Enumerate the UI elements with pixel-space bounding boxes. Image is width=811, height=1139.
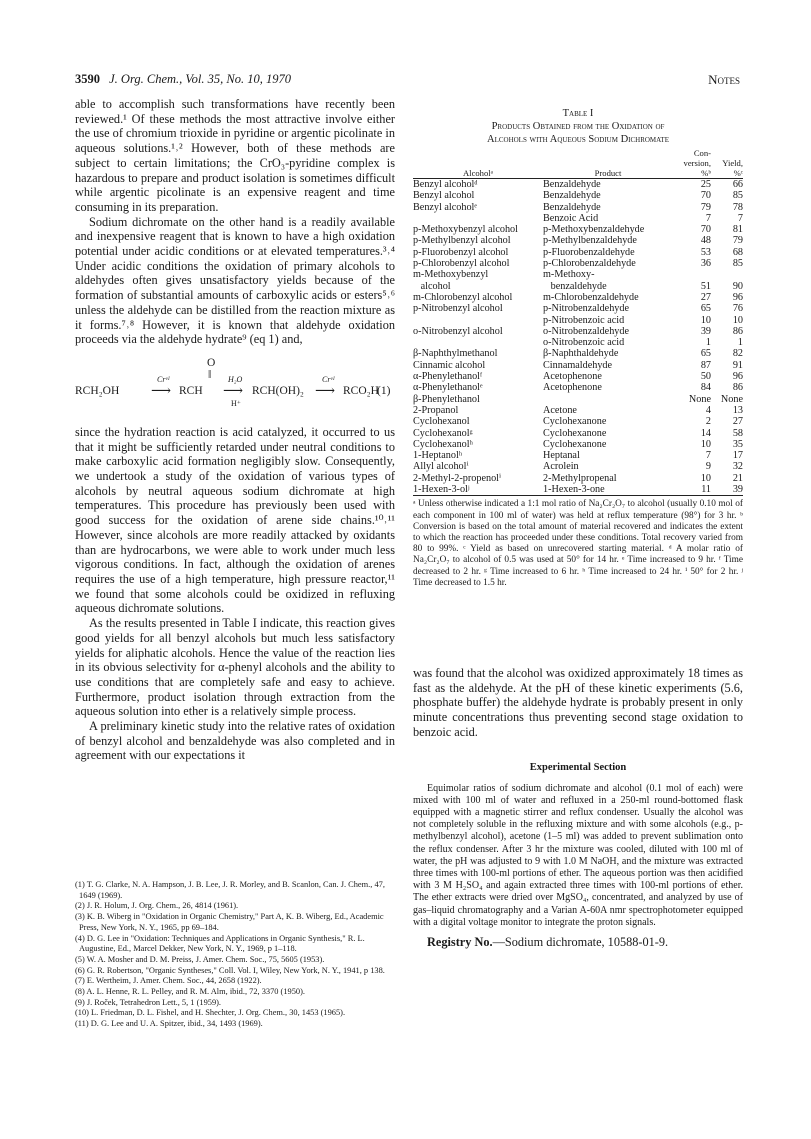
cell-conversion: 25 xyxy=(673,179,711,191)
cell-product: p-Methoxybenzaldehyde xyxy=(543,224,645,236)
cell-alcohol: Cyclohexanolʰ xyxy=(413,438,473,450)
cell-conversion: 65 xyxy=(700,348,711,360)
cell-product: Cyclohexanone xyxy=(543,416,607,428)
paragraph-5: A preliminary kinetic study into the relative rates of oxidation of benzyl alcohol and benzaldehyde was also completed and in agreement with our expectations it xyxy=(75,719,395,763)
cell-product: Acetophenone xyxy=(543,371,602,383)
eq-product: RCO₂H xyxy=(343,384,379,397)
cell-alcohol: alcohol xyxy=(413,280,451,292)
cell-product: p-Nitrobenzoic acid xyxy=(543,314,625,326)
table-body xyxy=(413,179,743,496)
table-row xyxy=(413,179,743,191)
cell-yield: 86 xyxy=(732,325,743,337)
cell-alcohol: Cinnamic alcohol xyxy=(413,359,486,371)
col-header-alcohol: Alcoholᵃ xyxy=(413,148,543,179)
table-row xyxy=(413,269,743,280)
table-row xyxy=(413,428,743,439)
cell-product: p-Fluorobenzaldehyde xyxy=(543,246,635,258)
cell-product: Acrolein xyxy=(543,461,579,473)
cell-yield: 85 xyxy=(732,190,743,202)
cell-product: p-Nitrobenzaldehyde xyxy=(543,303,629,315)
footnote-1: (1) T. G. Clarke, N. A. Hampson, J. B. Lee, J. R. Morley, and B. Scanlon, Can. J. Chem., 47, 1649 (1969). xyxy=(75,880,385,900)
table-label: Table I xyxy=(562,108,594,119)
eq-label: (1) xyxy=(377,384,391,397)
cell-yield: 58 xyxy=(732,427,743,439)
cell-product: Benzaldehyde xyxy=(543,179,673,191)
table-row xyxy=(413,439,743,450)
table-notes: ᵃ Unless otherwise indicated a 1:1 mol ratio of Na₂Cr₂O₇ to alcohol (usually 0.10 mol of each component in 100 ml of water) was held at reflux temperature (98°) for 3 hr. ᵇ Conversion is based on the total amount of material recovered and indicates the extent to which the reaction has proceeded under these conditions. Total recovery varied from 80 to 99%. ᶜ Yield as based on unrecovered starting material. ᵈ A molar ratio of Na₂Cr₂O₇ to alcohol of 0.5 was used at 50° for 14 hr. ᵉ Time increased to 9 hr. ᶠ Time decreased to 2 hr. ᵍ Time increased to 6 hr. ʰ Time increased to 24 hr. ⁱ 50° for 2 hr. ʲ Time decreased to 1.5 hr. xyxy=(413,499,743,588)
equation-1 xyxy=(75,355,395,419)
cell-conversion: 48 xyxy=(700,235,711,247)
cell-yield: 7 xyxy=(737,212,743,224)
cell-product: p-Methylbenzaldehyde xyxy=(543,235,637,247)
paragraph-3: since the hydration reaction is acid catalyzed, it occurred to us that it might be sufficiently retarded under neutral conditions to make carboxylic acid formation negligibly slow. Consequently, we undertook a study of the oxidation of various types of alcohols by neutral aqueous sodium dichromate at high temperatures. This procedure has previously been used with good success for the oxidation of arene side chains.¹⁰˒¹¹ However, since alcohols are more readily attacked by oxidants than are hydrocarbons, we were able to work under much less vigorous conditions. In fact, although the oxidation of arenes requires the use of a high temperature, high pressure reactor,¹¹ we found that some alcohols could be oxidized in refluxing aqueous dichromate solutions. xyxy=(75,424,395,616)
table-row xyxy=(413,450,743,461)
table-row xyxy=(413,224,743,235)
cell-product: Benzaldehyde xyxy=(543,190,601,202)
cell-product: 1-Hexen-3-one xyxy=(543,484,673,496)
cell-product: Cinnamaldehyde xyxy=(543,359,613,371)
cell-yield: 82 xyxy=(732,348,743,360)
cell-yield: 32 xyxy=(732,461,743,473)
cell-alcohol: α-Phenylethanolᵉ xyxy=(413,382,483,394)
cell-product: Acetophenone xyxy=(543,382,602,394)
table-row xyxy=(413,394,743,405)
table-row xyxy=(413,405,743,416)
table-row xyxy=(413,281,743,292)
cell-yield: 96 xyxy=(732,371,743,383)
cell-conversion: 7 xyxy=(705,212,711,224)
experimental-paragraph: Equimolar ratios of sodium dichromate and alcohol (0.1 mol of each) were mixed with 100 ml of water and refluxed in a 250-ml round-bottomed flask equipped with a magnetic stirrer and reflux condenser. Usually the alcohol was not completely soluble in the refluxing mixture and with some alcohols (e.g., p-methylbenzyl alcohol), acetone (1–5 ml) was added to prevent sublimation onto the reflux condenser. After 3 hr the mixture was cooled, diluted with 100 ml of water, the pH was adjusted to 9 with 1.0 M NaOH, and the mixture was extracted three times with 100-ml portions of ether. The aqueous portion was then acidified with 3 M H₂SO₄ and again extracted three times with 100-ml portions of ether. The ether extracts were dried over MgSO₄, concentrated, and analyzed by use of gas–liquid chromatography and a Varian A-60A nmr spectrophotometer equipped with a digital voltage monitor to integrate the proton signals. xyxy=(413,782,743,928)
cell-alcohol: 1-Heptanolʰ xyxy=(413,450,463,462)
cell-yield: 68 xyxy=(732,246,743,258)
cell-yield: 66 xyxy=(711,179,743,191)
table-row xyxy=(413,348,743,359)
cell-alcohol: 2-Propanol xyxy=(413,404,459,416)
cell-alcohol: Benzyl alcoholᵉ xyxy=(413,201,478,213)
footnote-3: (3) K. B. Wiberg in "Oxidation in Organic Chemistry," Part A, K. B. Wiberg, Ed., Academic Press, New York, N. Y., 1965, pp 69–184. xyxy=(75,912,384,932)
cell-alcohol: Benzyl alcohol xyxy=(413,190,475,202)
cell-product: o-Nitrobenzaldehyde xyxy=(543,325,629,337)
footnote-11: (11) D. G. Lee and U. A. Spitzer, ibid., 34, 1493 (1969). xyxy=(75,1019,263,1029)
cell-yield: 85 xyxy=(732,258,743,270)
eq-arrow3-reagent: Crᵛᴵ xyxy=(322,374,335,384)
cell-conversion: 7 xyxy=(705,450,711,462)
paragraph-continuation: was found that the alcohol was oxidized approximately 18 times as fast as the aldehyde. At the pH of these kinetic experiments (5.6, phosphate buffer) the aldehyde hydrate is probably present in only minute concentrations thus preventing second stage oxidation to benzoic acid. xyxy=(413,666,743,739)
table-row xyxy=(413,292,743,303)
cell-alcohol: Cyclohexanol xyxy=(413,416,470,428)
page-header-left xyxy=(75,72,291,88)
eq-arrow1: ⟶ xyxy=(151,383,172,399)
cell-alcohol: p-Nitrobenzyl alcohol xyxy=(413,303,503,315)
cell-yield: 17 xyxy=(732,450,743,462)
cell-yield: 1 xyxy=(737,337,743,349)
eq-aldehyde: RCH xyxy=(179,384,203,397)
cell-yield: 90 xyxy=(732,280,743,292)
cell-product: Benzaldehyde xyxy=(543,201,601,213)
cell-conversion: 87 xyxy=(700,359,711,371)
col-header-yield: Yield, %ᶜ xyxy=(711,148,743,179)
cell-yield: 91 xyxy=(732,359,743,371)
right-column-text xyxy=(413,666,743,950)
cell-conversion: 79 xyxy=(700,201,711,213)
eq-arrow2: ⟶ xyxy=(223,383,244,399)
eq-arrow1-reagent: Crᵛᴵ xyxy=(157,374,170,384)
cell-alcohol: α-Phenylethanolᶠ xyxy=(413,371,483,383)
cell-conversion: 27 xyxy=(700,291,711,303)
table-row xyxy=(413,484,743,496)
cell-product: β-Naphthaldehyde xyxy=(543,348,619,360)
registry-line xyxy=(413,935,743,950)
cell-alcohol: Allyl alcoholⁱ xyxy=(413,461,469,473)
table-block xyxy=(413,107,743,589)
cell-alcohol: p-Methylbenzyl alcohol xyxy=(413,235,511,247)
footnote-6: (6) G. R. Robertson, "Organic Syntheses," Coll. Vol. I, Wiley, New York, N. Y., 1941, p 138. xyxy=(75,965,385,975)
cell-alcohol xyxy=(413,213,543,224)
cell-yield: 78 xyxy=(732,201,743,213)
cell-conversion: 53 xyxy=(700,246,711,258)
cell-product: 2-Methylpropenal xyxy=(543,472,617,484)
cell-yield: 76 xyxy=(732,303,743,315)
table-row xyxy=(413,473,743,484)
registry-value: —Sodium dichromate, 10588-01-9. xyxy=(492,934,669,949)
cell-yield: 86 xyxy=(732,382,743,394)
footnote-8: (8) A. L. Henne, R. L. Pelley, and R. M. Alm, ibid., 72, 3370 (1950). xyxy=(75,987,305,997)
page-number: 3590 xyxy=(75,72,100,86)
cell-alcohol: β-Naphthylmethanol xyxy=(413,348,498,360)
cell-product: Acetone xyxy=(543,404,577,416)
table-caption-line2: Alcohols with Aqueous Sodium Dichromate xyxy=(486,134,669,145)
cell-product: o-Nitrobenzoic acid xyxy=(543,337,625,349)
page-header xyxy=(75,72,740,88)
cell-product: m-Chlorobenzaldehyde xyxy=(543,291,639,303)
cell-conversion: 70 xyxy=(700,190,711,202)
cell-alcohol: p-Methoxybenzyl alcohol xyxy=(413,224,518,236)
left-column xyxy=(75,97,395,763)
cell-product: Heptanal xyxy=(543,450,580,462)
eq-arrow2-reagent: H₂O xyxy=(228,374,243,384)
cell-alcohol: β-Phenylethanol xyxy=(413,393,480,405)
table-row xyxy=(413,416,743,427)
paragraph-4: As the results presented in Table I indicate, this reaction gives good yields for all benzyl alcohols but much less satisfactory yields for aliphatic alcohols. Hence the value of the reaction lies in its obvious selectivity for α-phenyl alcohols and the ability to use conditions that are completely safe and easy to achieve. Furthermore, product isolation through extraction from the aqueous solution into ether is a relatively simple process. xyxy=(75,616,395,719)
cell-alcohol: Cyclohexanolᵍ xyxy=(413,427,473,439)
footnote-5: (5) W. A. Mosher and D. M. Preiss, J. Amer. Chem. Soc., 75, 5605 (1953). xyxy=(75,954,325,964)
table-header-row xyxy=(413,148,743,179)
footnote-2: (2) J. R. Holum, J. Org. Chem., 26, 4814 (1961). xyxy=(75,901,239,911)
cell-yield: 21 xyxy=(732,472,743,484)
cell-conversion: 1 xyxy=(705,337,711,349)
table-row xyxy=(413,326,743,337)
cell-conversion: 10 xyxy=(700,472,711,484)
cell-alcohol: o-Nitrobenzyl alcohol xyxy=(413,325,503,337)
cell-yield: 35 xyxy=(732,438,743,450)
footnote-7: (7) E. Wertheim, J. Amer. Chem. Soc., 44, 2658 (1922). xyxy=(75,976,262,986)
table-row xyxy=(413,190,743,201)
cell-alcohol: 1-Hexen-3-olʲ xyxy=(413,484,543,496)
col-header-product: Product xyxy=(543,148,673,179)
cell-alcohol: p-Fluorobenzyl alcohol xyxy=(413,246,509,258)
cell-alcohol: 2-Methyl-2-propenolⁱ xyxy=(413,472,502,484)
eq-arrow3: ⟶ xyxy=(315,383,336,399)
cell-product xyxy=(543,394,673,405)
eq-hydrate: RCH(OH)₂ xyxy=(252,384,304,397)
table-row xyxy=(413,382,743,393)
journal-citation: J. Org. Chem., Vol. 35, No. 10, 1970 xyxy=(109,72,291,86)
cell-conversion xyxy=(673,269,711,280)
footnote-4: (4) D. G. Lee in "Oxidation: Techniques and Applications in Organic Synthesis," R. L. Augustine, Ed., Marcel Dekker, New York, N. Y., 1969, p 1–118. xyxy=(75,933,365,954)
paragraph-1: able to accomplish such transformations have recently been reviewed.¹ Of these methods the most attractive involve either the use of chromium trioxide in pyridine or argentic picolinate in aqueous solutions.¹˒² However, both of these methods are subject to certain limitations; the CrO₃-pyridine complex is hazardous to prepare and product isolation is sometimes difficult while argentic picolinate is an expensive reagent and time consuming in its preparation. xyxy=(75,97,395,214)
eq-reactant: RCH₂OH xyxy=(75,384,120,397)
eq-carbonyl-bond: ‖ xyxy=(208,368,212,381)
cell-yield: 39 xyxy=(711,484,743,496)
cell-yield: 27 xyxy=(732,416,743,428)
table-row xyxy=(413,213,743,224)
experimental-heading: Experimental Section xyxy=(529,761,627,773)
table-row xyxy=(413,337,743,348)
table-row xyxy=(413,258,743,269)
table-caption-line1: Products Obtained from the Oxidation of xyxy=(491,121,665,132)
cell-conversion: 50 xyxy=(700,371,711,383)
cell-conversion: 14 xyxy=(700,427,711,439)
section-label: Notes xyxy=(708,72,740,87)
cell-conversion: None xyxy=(688,393,711,405)
table-row xyxy=(413,235,743,246)
cell-alcohol xyxy=(413,315,543,326)
cell-yield: 81 xyxy=(732,224,743,236)
cell-conversion: 36 xyxy=(700,258,711,270)
table-row xyxy=(413,360,743,371)
cell-yield: 13 xyxy=(732,404,743,416)
cell-conversion: 2 xyxy=(705,416,711,428)
results-table xyxy=(413,148,743,496)
cell-yield xyxy=(711,269,743,280)
cell-conversion: 4 xyxy=(705,404,711,416)
cell-conversion: 9 xyxy=(705,461,711,473)
cell-product: Cyclohexanone xyxy=(543,438,607,450)
footnote-9: (9) J. Roček, Tetrahedron Lett., 5, 1 (1959). xyxy=(75,997,222,1007)
cell-conversion: 84 xyxy=(700,382,711,394)
table-row xyxy=(413,247,743,258)
eq-arrow2-catalyst: H⁺ xyxy=(231,398,241,408)
registry-label: Registry No. xyxy=(427,934,493,949)
table-row xyxy=(413,303,743,314)
cell-conversion: 70 xyxy=(700,224,711,236)
cell-yield: None xyxy=(720,393,743,405)
cell-conversion: 65 xyxy=(700,303,711,315)
cell-product: Cyclohexanone xyxy=(543,427,607,439)
table-row xyxy=(413,461,743,472)
cell-alcohol: p-Chlorobenzyl alcohol xyxy=(413,258,510,270)
cell-conversion: 10 xyxy=(700,438,711,450)
eq-carbonyl-o: O xyxy=(207,356,216,369)
cell-alcohol: m-Chlorobenzyl alcohol xyxy=(413,291,513,303)
cell-yield: 10 xyxy=(732,314,743,326)
cell-yield: 96 xyxy=(732,291,743,303)
cell-alcohol: m-Methoxybenzyl xyxy=(413,269,489,281)
footnotes xyxy=(75,880,395,1030)
table-row xyxy=(413,371,743,382)
cell-product: Benzoic Acid xyxy=(543,212,599,224)
paragraph-2: Sodium dichromate on the other hand is a readily available and inexpensive reagent that is known to have a high oxidation potential under acidic conditions or at elevated temperatures.³˒⁴ Under acidic conditions the oxidation of primary alcohols to aldehydes often gives unsatisfactory yields because of the formation of substantial amounts of carboxylic acids or esters⁵˒⁶ unless the aldehyde can be distilled from the reaction mixture as it forms.⁷˒⁸ However, it is known that aldehyde oxidation proceeds via the aldehyde hydrate⁹ (eq 1) and, xyxy=(75,214,395,347)
cell-conversion: 39 xyxy=(700,325,711,337)
cell-conversion: 10 xyxy=(700,314,711,326)
cell-conversion: 11 xyxy=(673,484,711,496)
cell-yield: 79 xyxy=(732,235,743,247)
cell-product: benzaldehyde xyxy=(543,280,607,292)
cell-product: p-Chlorobenzaldehyde xyxy=(543,258,636,270)
footnote-10: (10) L. Friedman, D. L. Fishel, and H. Shechter, J. Org. Chem., 30, 1453 (1965). xyxy=(75,1008,346,1018)
cell-alcohol: Benzyl alcoholᵈ xyxy=(413,179,543,191)
table-row xyxy=(413,202,743,213)
table-row xyxy=(413,315,743,326)
cell-conversion: 51 xyxy=(700,280,711,292)
col-header-conversion: Con- version, %ᵇ xyxy=(673,148,711,179)
cell-alcohol xyxy=(413,337,543,348)
cell-product: m-Methoxy- xyxy=(543,269,595,281)
